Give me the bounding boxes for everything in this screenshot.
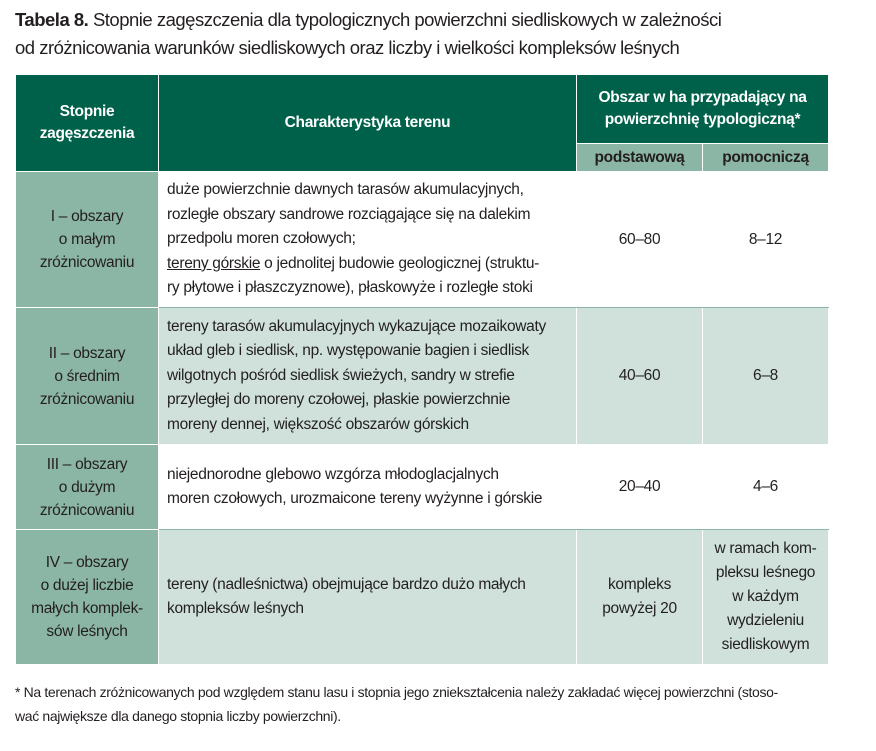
caption-text: Stopnie zagęszczenia dla typologicznych powierzchni siedliskowych w zależności [88,9,722,30]
degree-cell: III – obszary o dużym zróżnicowaniu [16,445,159,530]
terrain-description: tereny tarasów akumulacyjnych wykazujące mozaikowaty układ gleb i siedlisk, np. występowanie bagien i siedlisk wilgotnych pośród siedlisk świeżych, sandry w strefie przyległej do moreny czołowej, płaskie powierzchnie moreny dennej, większość obszarów górskich [159,308,577,445]
auxiliary-area: w ramach kom- pleksu leśnego w każdym wydzieleniu siedliskowym [703,530,829,665]
table-row [16,530,829,665]
underlined-term: tereny górskie [167,254,261,272]
header-terrain: Charakterystyka terenu [159,75,577,172]
basic-area: kompleks powyżej 20 [577,530,703,665]
table-row [16,308,829,445]
table-footnote: * Na terenach zróżnicowanych pod względem stanu lasu i stopnia jego zniekształcenia należy zakładać więcej powierzchni (stoso- wać największe dla danego stopnia liczby powierzchni). [15,684,778,724]
degree-cell: II – obszary o średnim zróżnicowaniu [16,308,159,445]
density-table [15,74,829,665]
caption-label: Tabela 8. [15,9,89,30]
basic-area: 20–40 [577,445,703,530]
header-auxiliary: pomocniczą [703,144,829,172]
basic-area: 40–60 [577,308,703,445]
degree-cell: I – obszary o małym zróżnicowaniu [16,172,159,308]
auxiliary-area: 4–6 [703,445,829,530]
header-area-group: Obszar w ha przypadający na powierzchnię typologiczną* [577,75,829,144]
terrain-description: niejednorodne glebowo wzgórza młodoglacjalnych moren czołowych, urozmaicone tereny wyżynne i górskie [159,445,577,530]
table-row [16,445,829,530]
terrain-description: tereny (nadleśnictwa) obejmujące bardzo dużo małych kompleksów leśnych [159,530,577,665]
table-row [16,172,829,308]
caption-text-line2: od zróżnicowania warunków siedliskowych oraz liczby i wielkości kompleksów leśnych [15,37,680,58]
auxiliary-area: 8–12 [703,172,829,308]
header-degree: Stopnie zagęszczenia [16,75,159,172]
auxiliary-area: 6–8 [703,308,829,445]
terrain-description: duże powierzchnie dawnych tarasów akumulacyjnych, rozległe obszary sandrowe rozciągające się na dalekim przedpolu moren czołowych; tereny górskie o jednolitej budowie geologicznej (struktu- ry płytowe i płaszczyznowe), płaskowyże i rozległe stoki [159,172,577,308]
header-basic: podstawową [577,144,703,172]
basic-area: 60–80 [577,172,703,308]
table-caption [15,6,860,62]
degree-cell: IV – obszary o dużej liczbie małych komplek- sów leśnych [16,530,159,665]
